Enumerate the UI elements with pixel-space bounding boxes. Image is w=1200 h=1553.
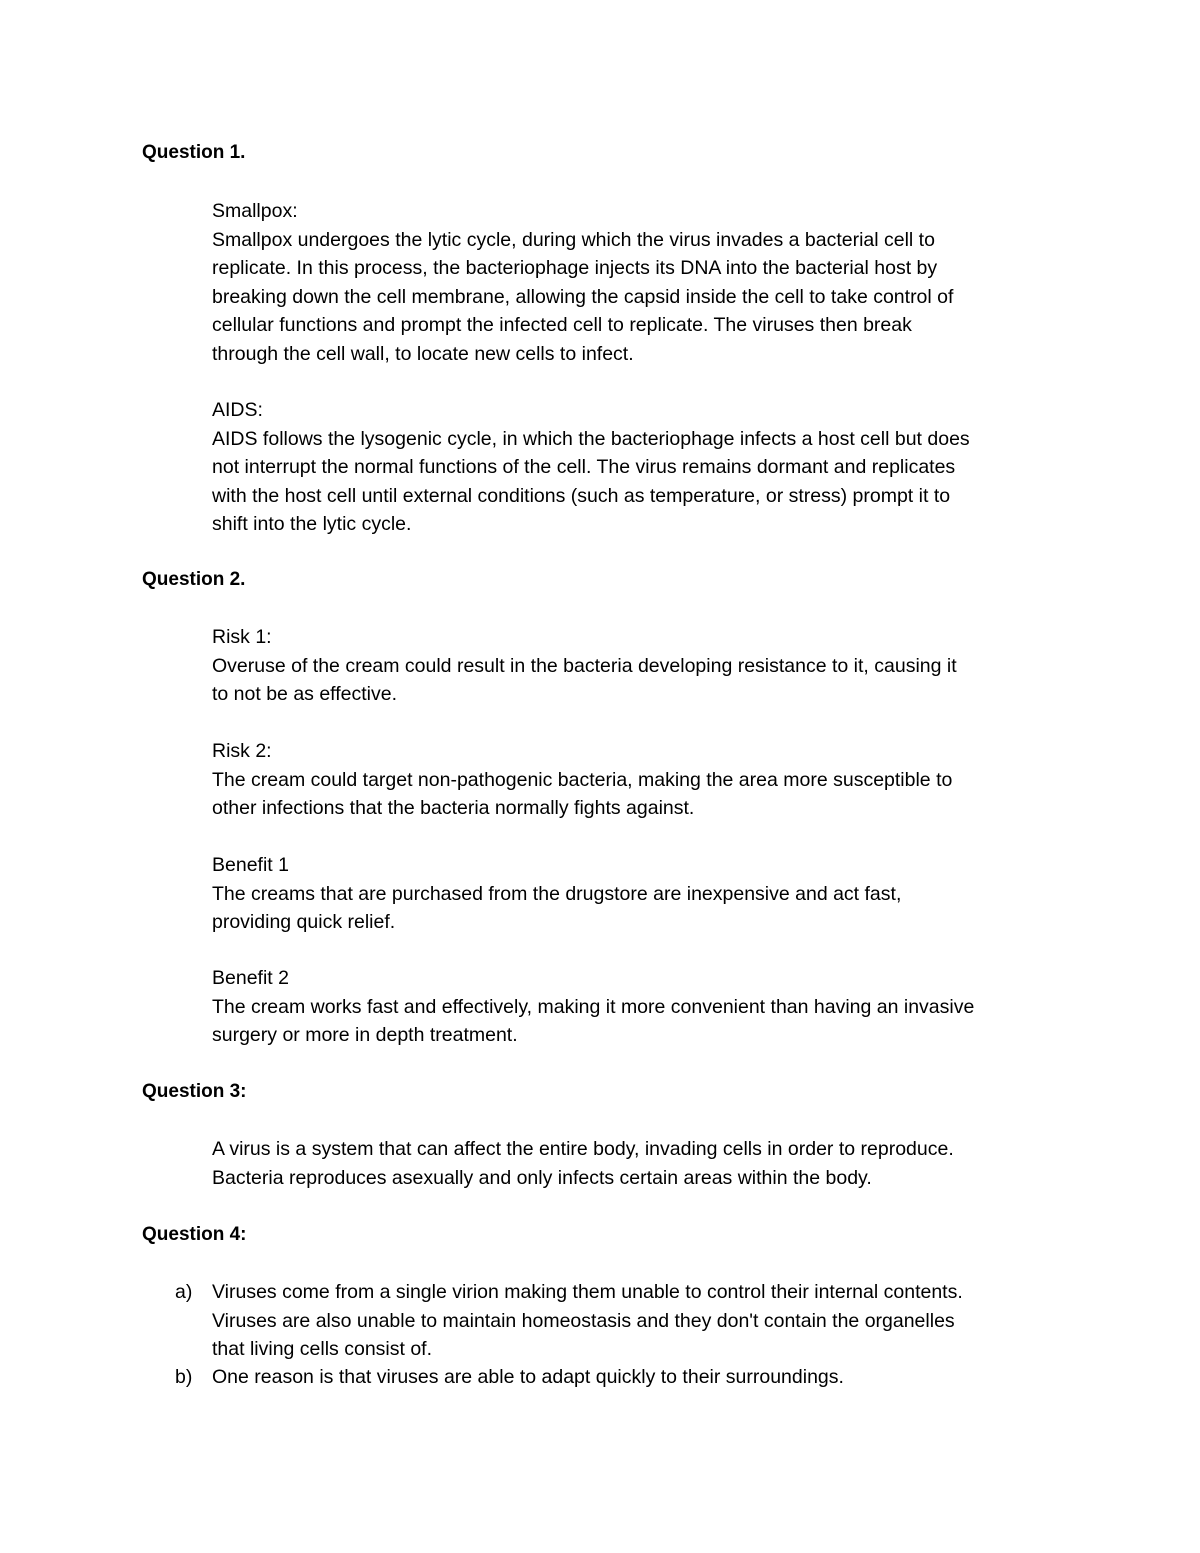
question-4-heading: Question 4: (142, 1224, 247, 1245)
risk-1-label: Risk 1: (212, 626, 272, 648)
aids-line: not interrupt the normal functions of the cell. The virus remains dormant and replicates (212, 456, 956, 478)
list-item-line: Viruses come from a single virion making them unable to control their internal contents. (212, 1281, 963, 1303)
smallpox-line: Smallpox undergoes the lytic cycle, during which the virus invades a bacterial cell to (212, 228, 935, 251)
smallpox-line: replicate. In this process, the bacteriophage injects its DNA into the bacterial host by (212, 257, 938, 279)
smallpox-line: cellular functions and prompt the infected cell to replicate. The viruses then break (212, 314, 912, 336)
list-item-b (212, 1363, 1072, 1392)
answer-line: Bacteria reproduces asexually and only infects certain areas within the body. (212, 1166, 872, 1189)
smallpox-line: breaking down the cell membrane, allowing the capsid inside the cell to take control of (212, 285, 954, 308)
benefit-2-line: The cream works fast and effectively, making it more convenient than having an invasive (212, 995, 975, 1018)
smallpox-label: Smallpox: (212, 200, 298, 222)
question-1-heading: Question 1. (142, 142, 246, 163)
question-2-heading: Question 2. (142, 569, 246, 590)
aids-section (212, 396, 1072, 539)
list-item-line: One reason is that viruses are able to adapt quickly to their surroundings. (212, 1366, 844, 1388)
risk-2-section (212, 737, 1072, 823)
benefit-1-line: providing quick relief. (212, 911, 396, 933)
list-item-line: that living cells consist of. (212, 1338, 433, 1360)
list-marker-b: b) (175, 1366, 193, 1388)
aids-label: AIDS: (212, 399, 263, 421)
benefit-1-label: Benefit 1 (212, 854, 289, 876)
answer-line: A virus is a system that can affect the entire body, invading cells in order to reproduce. (212, 1138, 954, 1160)
risk-2-line: The cream could target non-pathogenic bacteria, making the area more susceptible to (212, 768, 953, 791)
benefit-2-line: surgery or more in depth treatment. (212, 1024, 518, 1046)
risk-1-section (212, 623, 1072, 709)
benefit-2-label: Benefit 2 (212, 967, 289, 989)
aids-line: AIDS follows the lysogenic cycle, in which the bacteriophage infects a host cell but does (212, 427, 970, 450)
risk-1-line: to not be as effective. (212, 683, 398, 705)
question-3-heading: Question 3: (142, 1081, 247, 1102)
benefit-1-line: The creams that are purchased from the drugstore are inexpensive and act fast, (212, 882, 902, 905)
smallpox-section (212, 197, 1072, 368)
benefit-1-section (212, 851, 1072, 937)
aids-line: shift into the lytic cycle. (212, 513, 412, 535)
benefit-2-section (212, 964, 1072, 1050)
risk-2-line: other infections that the bacteria normally fights against. (212, 797, 695, 819)
aids-line: with the host cell until external conditions (such as temperature, or stress) prompt it to (212, 484, 951, 507)
question-3-answer (212, 1135, 1072, 1192)
list-marker-a: a) (175, 1281, 193, 1303)
list-item-a (212, 1278, 1072, 1364)
list-item-line: Viruses are also unable to maintain homeostasis and they don't contain the organelles (212, 1309, 955, 1332)
risk-1-line: Overuse of the cream could result in the bacteria developing resistance to it, causing it (212, 654, 957, 677)
risk-2-label: Risk 2: (212, 740, 272, 762)
smallpox-line: through the cell wall, to locate new cells to infect. (212, 342, 634, 365)
